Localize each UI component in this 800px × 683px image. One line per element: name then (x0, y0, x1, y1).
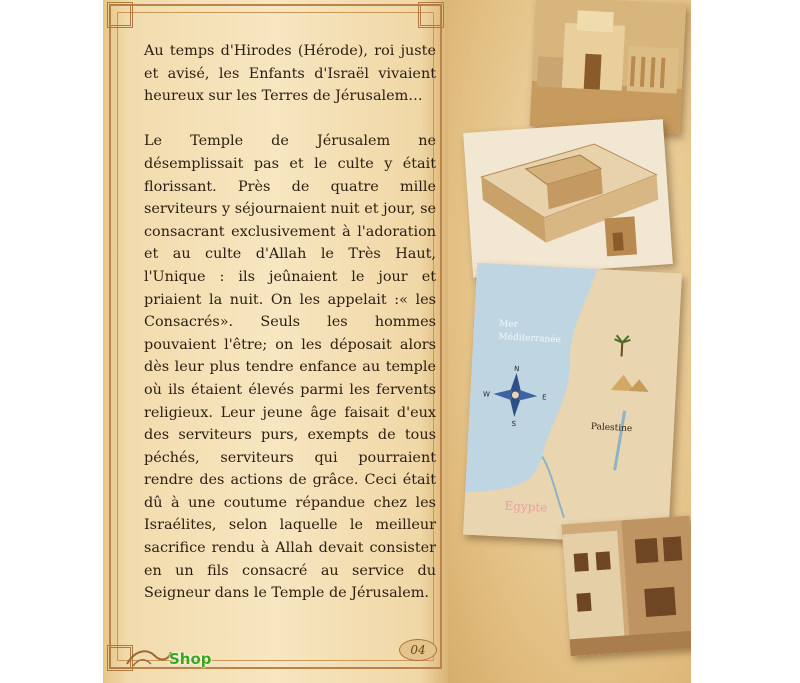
compass-n: N (513, 364, 520, 374)
text-panel (103, 0, 448, 683)
temple-image (530, 0, 687, 134)
egypt-label: Egypte (504, 498, 548, 515)
compass-e: E (541, 393, 547, 402)
book-page (103, 0, 691, 683)
city-image (562, 516, 691, 657)
corner-ornament (418, 2, 444, 28)
sea-label-line1: Mer (498, 319, 519, 331)
shop-watermark: Shop (169, 650, 212, 668)
palestine-label: Palestine (590, 421, 633, 435)
corner-ornament (107, 2, 133, 28)
flourish-icon (125, 640, 173, 670)
map-image (463, 263, 682, 545)
temple-model-picture (463, 119, 673, 278)
page-number: 04 (399, 639, 437, 661)
paragraph-temple: Le Temple de Jérusalem ne désemplissait pas et le culte y était florissant. Près de quatre mille serviteurs y séjournaient nuit et jour, se consacrant exclusivement à l'adoration et au culte d'Allah le Très Haut, l'Unique : ils jeûnaient le jour et priaient la nuit. On les appelait :« les Consacrés». Seuls les hommes pouvaient l'être; on les déposait alors dès leur plus tendre enfance au temple où ils étaient élevés parmi les fervents religieux. Leur jeune âge faisait d'eux des serviteurs purs, exempts de tous péchés, serviteurs qui pourraient rendre des actions de grâce. Ceci était dû à une coutume répandue chez les Israélites, selon laquelle le meilleur sacrifice rendu à Allah devait consister en un fils consacré au service du Seigneur dans le Temple de Jérusalem. (144, 133, 436, 602)
story-text (144, 40, 436, 605)
illustration-column (448, 0, 691, 683)
region-map (463, 263, 682, 545)
sea-label-line2: Méditerranée (498, 332, 562, 346)
temple-model-image (463, 119, 673, 278)
paragraph-intro: Au temps d'Hirodes (Hérode), roi juste et avisé, les Enfants d'Israël vivaient heureux sur les Terres de Jérusalem… (144, 43, 436, 105)
city-street-painting (562, 516, 691, 657)
compass-s: S (511, 419, 517, 429)
compass-w: W (482, 390, 491, 399)
temple-painting (530, 0, 687, 134)
